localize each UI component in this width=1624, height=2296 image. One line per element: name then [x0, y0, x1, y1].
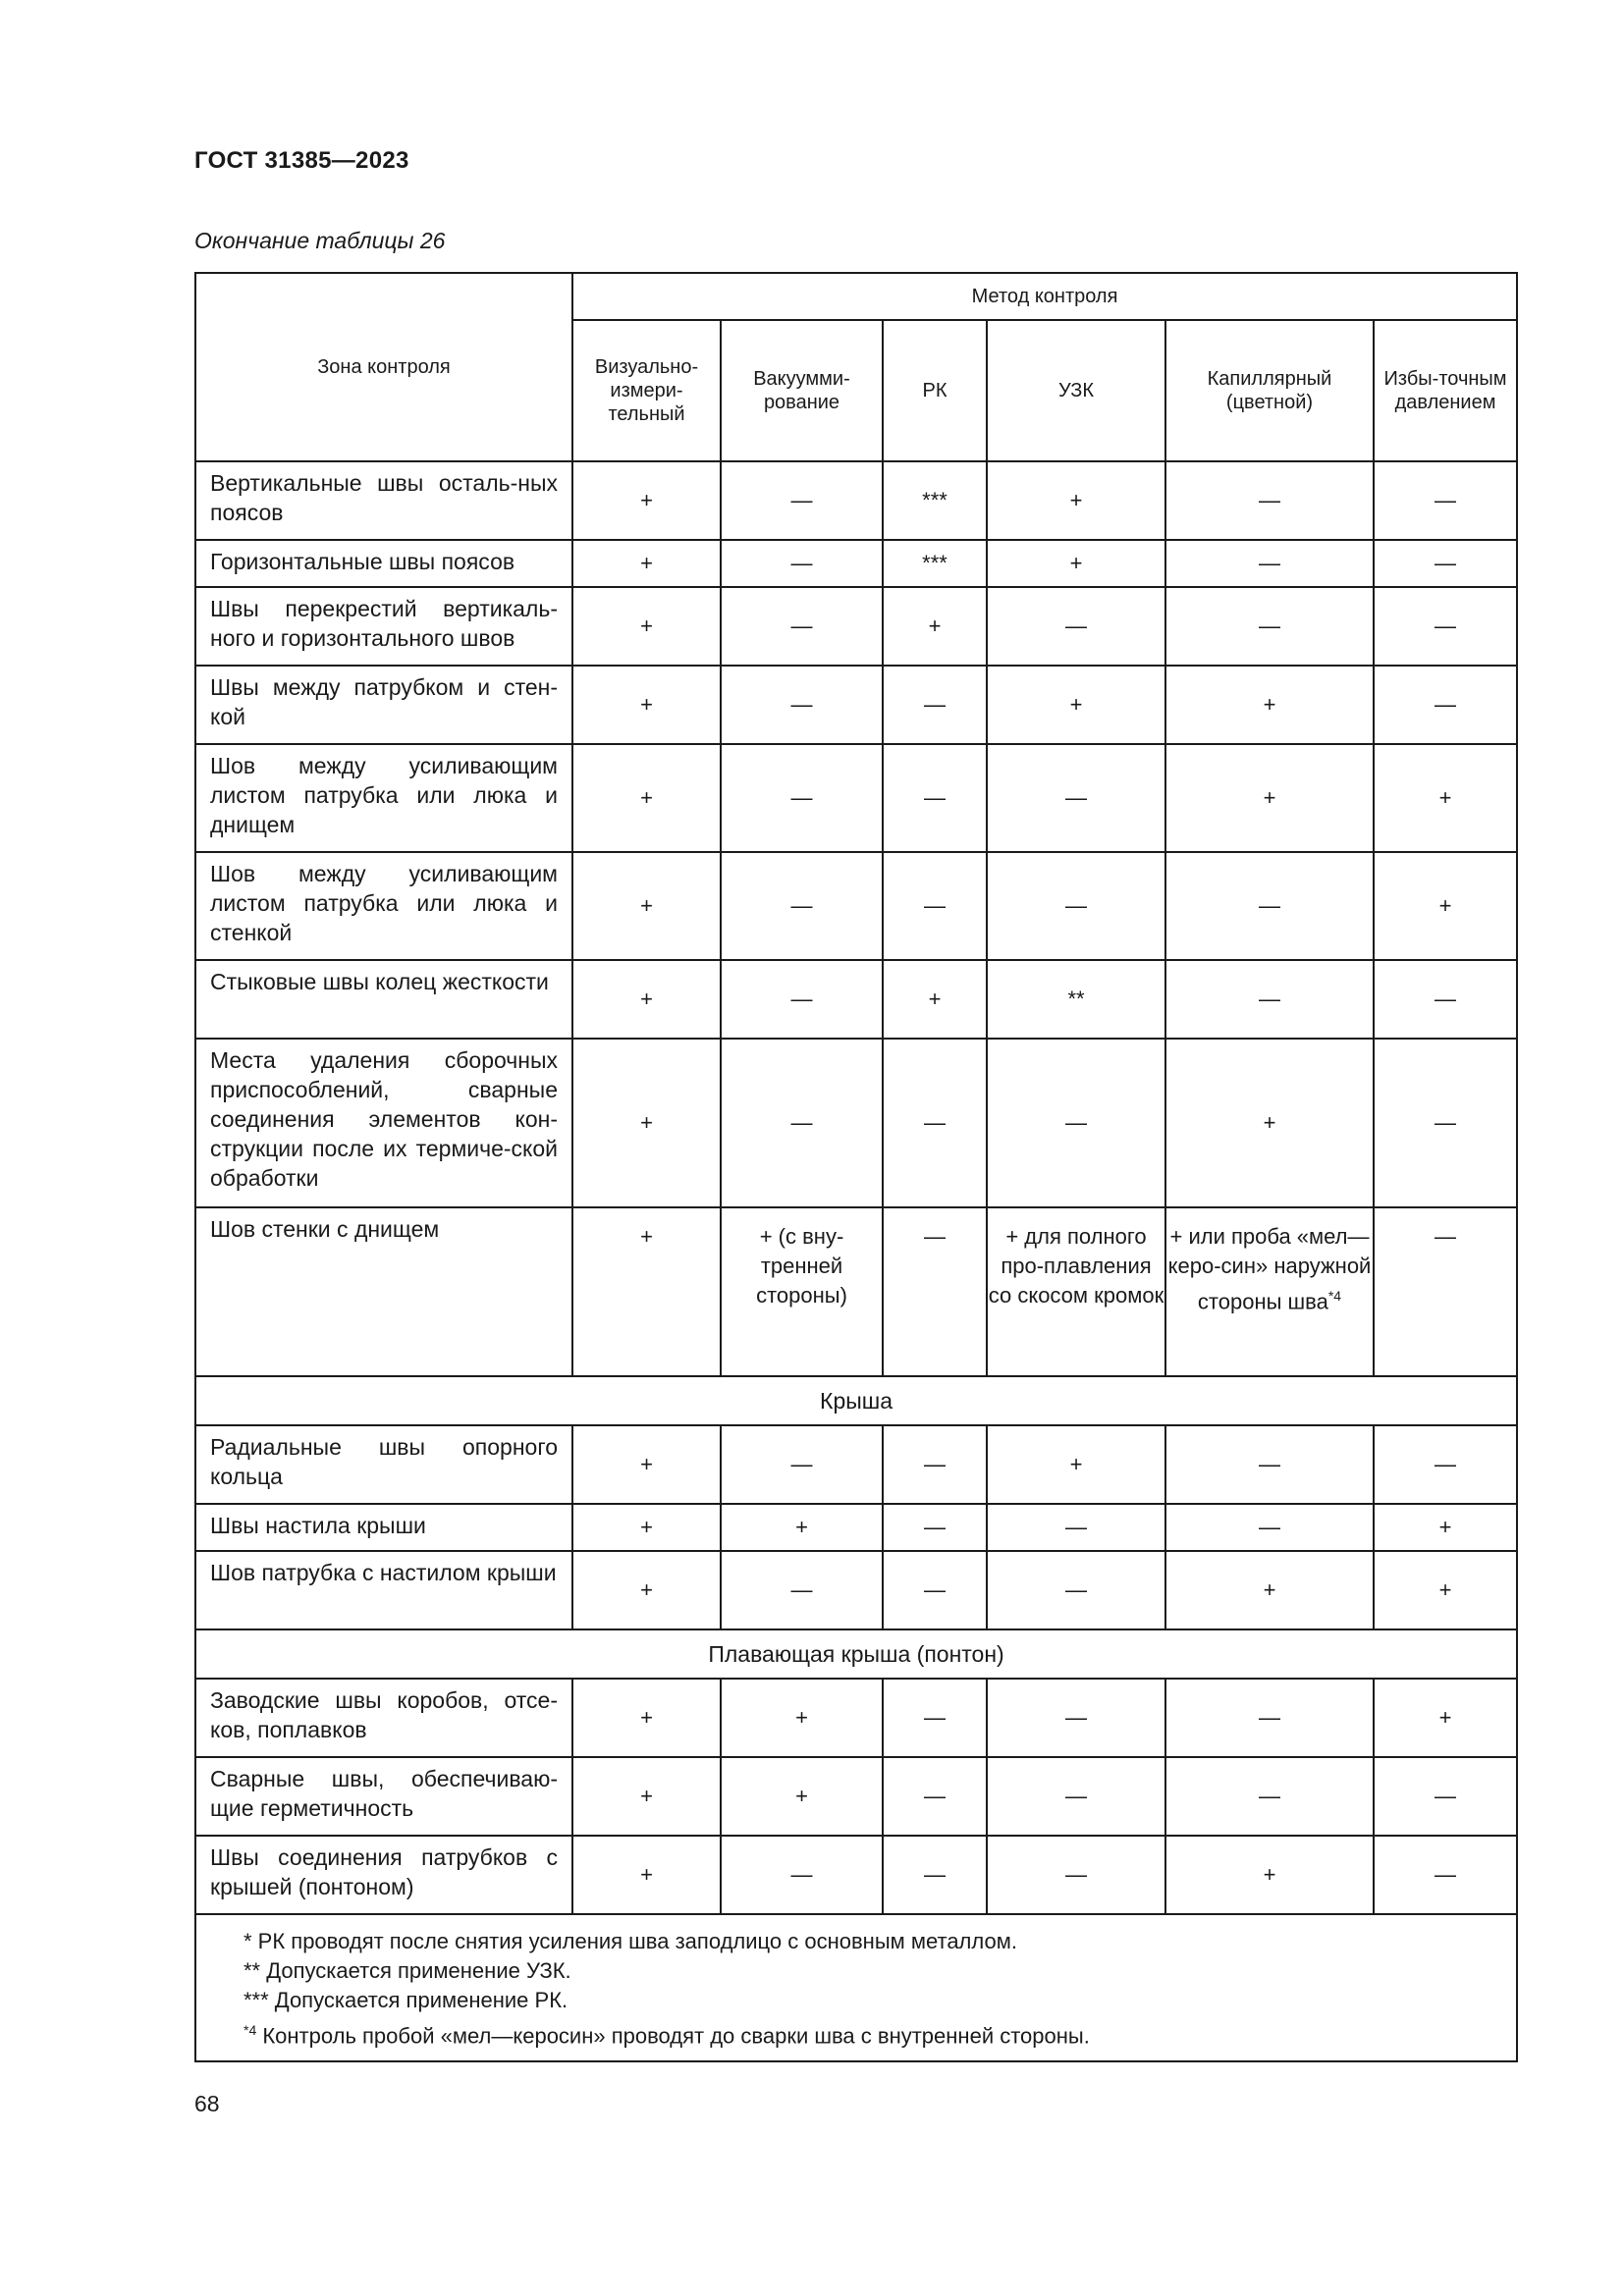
- zone-cell: Шов между усиливающим листом патрубка или люка и стенкой: [195, 852, 572, 960]
- zone-cell: Сварные швы, обеспечиваю-щие герметичность: [195, 1757, 572, 1836]
- mark-cell: +: [572, 1504, 721, 1551]
- table-row: [195, 1551, 1517, 1629]
- zone-cell: Вертикальные швы осталь-ных поясов: [195, 461, 572, 540]
- mark-cell: +: [721, 1757, 883, 1836]
- zone-cell: Швы соединения патрубков с крышей (понтоном): [195, 1836, 572, 1914]
- mark-cell: —: [721, 744, 883, 852]
- table-row: [195, 1679, 1517, 1757]
- mark-cell: —: [883, 744, 987, 852]
- table-row: [195, 1504, 1517, 1551]
- zone-cell: Заводские швы коробов, отсе-ков, поплавков: [195, 1679, 572, 1757]
- mark-cell: +: [1165, 1039, 1374, 1207]
- mark-cell: —: [883, 1039, 987, 1207]
- mark-cell: ***: [883, 461, 987, 540]
- mark-cell: +: [572, 1207, 721, 1376]
- mark-cell: + для полного про-плавления со скосом кромок: [987, 1207, 1165, 1376]
- mark-cell: —: [1374, 1836, 1517, 1914]
- mark-cell: —: [1374, 587, 1517, 666]
- mark-cell: —: [883, 1207, 987, 1376]
- mark-cell: —: [1165, 852, 1374, 960]
- col-header-capillary: Капиллярный (цветной): [1165, 320, 1374, 461]
- zone-header: Зона контроля: [195, 273, 572, 461]
- mark-cell: +: [1374, 1679, 1517, 1757]
- mark-cell: +: [1374, 1551, 1517, 1629]
- mark-cell: +: [1374, 1504, 1517, 1551]
- table-row: [195, 1039, 1517, 1207]
- mark-cell: +: [572, 1679, 721, 1757]
- zone-cell: Места удаления сборочных приспособлений, сварные соединения элементов кон-струкции после их термиче-ской обработки: [195, 1039, 572, 1207]
- table-row: [195, 1836, 1517, 1914]
- table-row: [195, 1425, 1517, 1504]
- mark-cell: +: [572, 1551, 721, 1629]
- mark-cell: +: [883, 960, 987, 1039]
- mark-cell: —: [721, 1425, 883, 1504]
- mark-cell: —: [1374, 960, 1517, 1039]
- mark-cell: +: [1165, 1551, 1374, 1629]
- col-header-visual: Визуально-измери-тельный: [572, 320, 721, 461]
- mark-cell: —: [1374, 666, 1517, 744]
- mark-cell: +: [572, 461, 721, 540]
- mark-cell: —: [987, 852, 1165, 960]
- mark-cell: —: [721, 461, 883, 540]
- pontoon-rows: [195, 1679, 1517, 1914]
- mark-cell: +: [1165, 744, 1374, 852]
- mark-cell: —: [883, 852, 987, 960]
- mark-cell: +: [987, 461, 1165, 540]
- note-4-marker: *4: [244, 2022, 257, 2038]
- table-row: [195, 587, 1517, 666]
- mark-cell: —: [987, 1504, 1165, 1551]
- table-row: [195, 461, 1517, 540]
- zone-cell: Горизонтальные швы поясов: [195, 540, 572, 587]
- mark-cell: —: [883, 1679, 987, 1757]
- page-number: 68: [194, 2091, 220, 2116]
- mark-cell: —: [987, 1551, 1165, 1629]
- mark-cell: —: [721, 1836, 883, 1914]
- col-header-vacuum: Вакуумми-рование: [721, 320, 883, 461]
- section-title-roof: Крыша: [195, 1376, 1517, 1425]
- mark-cell: +: [572, 1757, 721, 1836]
- mark-cell: —: [987, 1039, 1165, 1207]
- mark-cell: —: [1165, 1504, 1374, 1551]
- footnote-ref: *4: [1327, 1288, 1342, 1304]
- mark-cell: —: [1374, 1425, 1517, 1504]
- mark-cell: ***: [883, 540, 987, 587]
- shell-rows: [195, 461, 1517, 1207]
- mark-cell: —: [1374, 1757, 1517, 1836]
- zone-cell: Шов стенки с днищем: [195, 1207, 572, 1376]
- mark-cell: —: [721, 540, 883, 587]
- mark-cell: +: [721, 1504, 883, 1551]
- mark-cell: +: [572, 744, 721, 852]
- mark-cell: **: [987, 960, 1165, 1039]
- table-row: [195, 960, 1517, 1039]
- col-header-uzk: УЗК: [987, 320, 1165, 461]
- mark-cell: +: [721, 1679, 883, 1757]
- zone-cell: Шов патрубка с настилом крыши: [195, 1551, 572, 1629]
- note-2: ** Допускается применение УЗК.: [244, 1958, 571, 1983]
- mark-cell: —: [987, 1679, 1165, 1757]
- mark-cell: —: [1374, 1207, 1517, 1376]
- mark-cell: —: [883, 666, 987, 744]
- table-row: [195, 1207, 1517, 1376]
- mark-cell: —: [1165, 540, 1374, 587]
- note-1: * РК проводят после снятия усиления шва заподлицо с основным металлом.: [244, 1929, 1017, 1953]
- section-row: [195, 1376, 1517, 1425]
- mark-cell: —: [1165, 1425, 1374, 1504]
- mark-cell: —: [1165, 587, 1374, 666]
- mark-cell: —: [721, 587, 883, 666]
- mark-cell: +: [1165, 666, 1374, 744]
- mark-cell: —: [883, 1425, 987, 1504]
- zone-cell: Швы перекрестий вертикаль-ного и горизонтального швов: [195, 587, 572, 666]
- mark-cell: —: [721, 1551, 883, 1629]
- mark-cell: —: [987, 744, 1165, 852]
- table-row: [195, 852, 1517, 960]
- mark-cell: —: [883, 1836, 987, 1914]
- mark-cell: +: [987, 1425, 1165, 1504]
- mark-cell: —: [721, 666, 883, 744]
- mark-cell: +: [1374, 744, 1517, 852]
- mark-cell: —: [1374, 1039, 1517, 1207]
- mark-text: + или проба «мел—керо-син» наружной стороны шва: [1167, 1224, 1372, 1314]
- mark-cell: +: [572, 852, 721, 960]
- document-code: ГОСТ 31385—2023: [194, 147, 409, 174]
- mark-cell: +: [572, 1836, 721, 1914]
- col-header-rk: РК: [883, 320, 987, 461]
- mark-cell: +: [1374, 852, 1517, 960]
- mark-cell: + (с вну-тренней стороны): [721, 1207, 883, 1376]
- table-row: [195, 1757, 1517, 1836]
- mark-cell: —: [987, 1757, 1165, 1836]
- table-row: [195, 540, 1517, 587]
- zone-cell: Шов между усиливающим листом патрубка или люка и днищем: [195, 744, 572, 852]
- mark-cell: +: [572, 1039, 721, 1207]
- zone-cell: Швы настила крыши: [195, 1504, 572, 1551]
- note-4-text: Контроль пробой «мел—керосин» проводят до сварки шва с внутренней стороны.: [256, 2023, 1090, 2049]
- mark-cell: +: [1165, 1836, 1374, 1914]
- section-row: [195, 1629, 1517, 1679]
- mark-cell: —: [1374, 461, 1517, 540]
- zone-cell: Стыковые швы колец жесткости: [195, 960, 572, 1039]
- mark-cell: —: [883, 1504, 987, 1551]
- roof-rows: [195, 1425, 1517, 1629]
- mark-cell: —: [883, 1551, 987, 1629]
- mark-cell: —: [987, 1836, 1165, 1914]
- mark-cell: —: [883, 1757, 987, 1836]
- mark-cell: +: [883, 587, 987, 666]
- mark-cell: —: [721, 852, 883, 960]
- mark-cell: —: [721, 1039, 883, 1207]
- note-3: *** Допускается применение РК.: [244, 1988, 568, 2012]
- table-row: [195, 744, 1517, 852]
- mark-cell: +: [572, 540, 721, 587]
- table-caption: Окончание таблицы 26: [194, 228, 446, 253]
- method-header: Метод контроля: [572, 273, 1517, 320]
- mark-cell: —: [1165, 461, 1374, 540]
- table-notes: [195, 1914, 1517, 2061]
- mark-cell: +: [572, 960, 721, 1039]
- mark-cell: —: [1374, 540, 1517, 587]
- mark-cell: —: [1165, 1679, 1374, 1757]
- section-title-pontoon: Плавающая крыша (понтон): [195, 1629, 1517, 1679]
- zone-cell: Радиальные швы опорного кольца: [195, 1425, 572, 1504]
- col-header-pressure: Избы-точным давлением: [1374, 320, 1517, 461]
- mark-cell: —: [987, 587, 1165, 666]
- mark-cell: —: [1165, 1757, 1374, 1836]
- mark-cell: +: [987, 666, 1165, 744]
- mark-cell: +: [572, 1425, 721, 1504]
- mark-cell: +: [987, 540, 1165, 587]
- note-4: [244, 2015, 1496, 2051]
- mark-cell: —: [1165, 960, 1374, 1039]
- mark-cell: +: [572, 666, 721, 744]
- control-methods-table: [194, 272, 1518, 2062]
- table-row: [195, 666, 1517, 744]
- mark-cell: [1165, 1207, 1374, 1376]
- zone-cell: Швы между патрубком и стен-кой: [195, 666, 572, 744]
- mark-cell: +: [572, 587, 721, 666]
- mark-cell: —: [721, 960, 883, 1039]
